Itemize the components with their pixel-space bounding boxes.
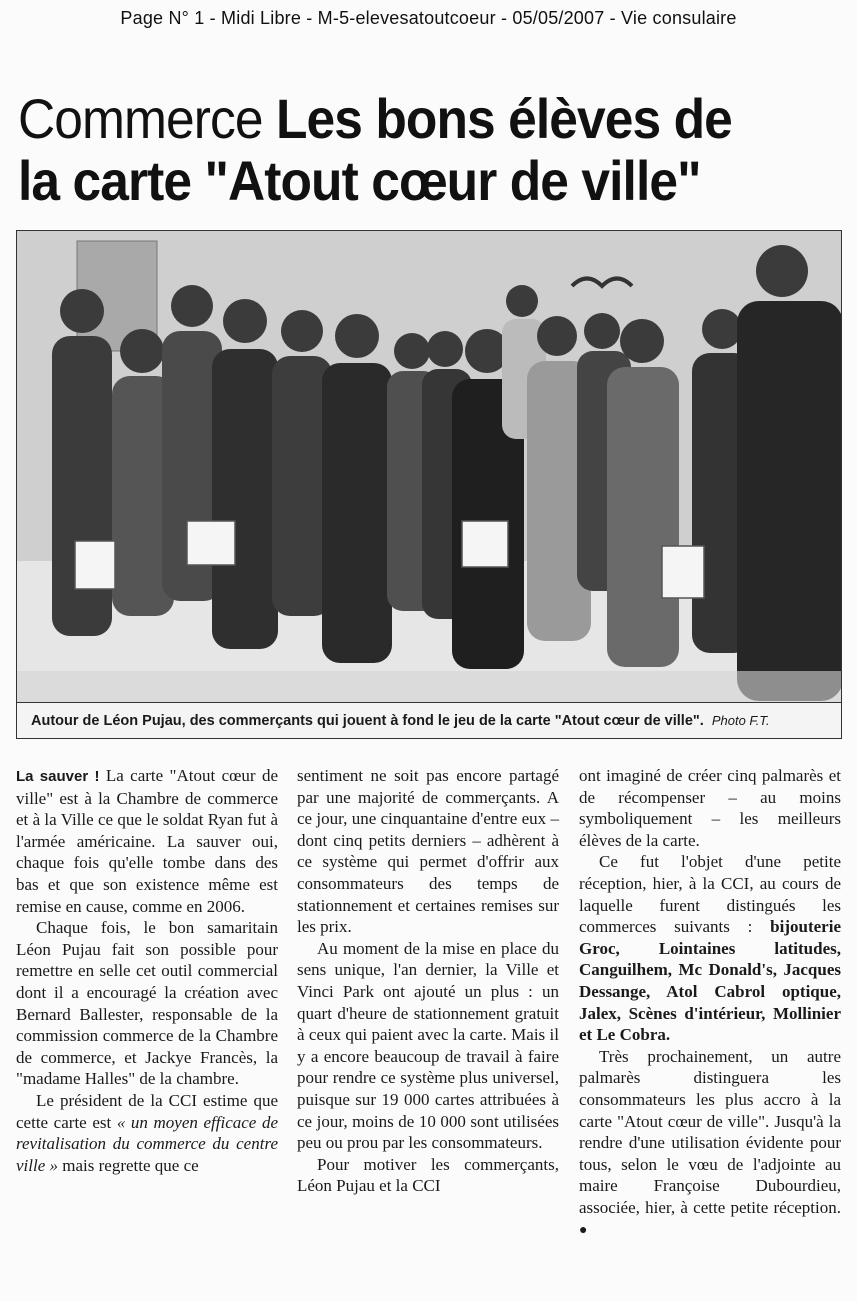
article-column-2	[297, 765, 559, 1197]
article-paragraph: Au moment de la mise en place du sens unique, l'an dernier, la Ville et Vinci Park ont ajouté un plus : un quart d'heure de stationnement gratuit à ceux qui paient avec la carte. Mais il y a encore beaucoup de travail à faire pour rendre ce système plus universel, puisque sur 19 000 cartes attribuées à ce jour, moins de 10 000 sont utilisées peu ou prou par les consommateurs.	[297, 938, 559, 1153]
paragraph-text: mais regrette que ce	[58, 1155, 199, 1175]
winners-list: bijouterie Groc, Lointaines latitudes, Canguilhem, Mc Donald's, Jacques Dessange, Atol Cabrol optique, Jalex, Scènes d'intérieur, Mollinier et Le Cobra.	[579, 917, 841, 1045]
article-paragraph	[16, 1090, 278, 1176]
article-paragraph: sentiment ne soit pas encore partagé par une majorité de commerçants. A ce jour, une cinquantaine d'entre eux – dont cinq petits derniers – adhèrent à ce système qui permet d'offrir aux consommateurs des temps de stationnement et certaines remises sur les prix.	[297, 766, 559, 937]
article-paragraph: Pour motiver les commerçants, Léon Pujau et la CCI	[297, 1154, 559, 1196]
end-mark: ●	[579, 1223, 588, 1239]
paragraph-text: Ce fut l'objet d'une petite réception, hier, à la CCI, au cours de laquelle furent distingués les commerces suivants :	[579, 852, 841, 937]
group-photo	[16, 230, 842, 703]
paragraph-text: Très prochainement, un autre palmarès distinguera les consommateurs les plus accro à la carte "Atout cœur de ville". Jusqu'à la rendre d'une utilisation évidente pour tous, selon le vœu de l'adjointe au maire Françoise Dubourdieu, associée, hier, à cette petite réception.	[579, 1046, 841, 1217]
article-column-3	[579, 765, 841, 1242]
article-column-1	[16, 765, 278, 1176]
headline	[18, 88, 782, 212]
article-paragraph	[579, 851, 841, 1045]
page-header: Page N° 1 - Midi Libre - M-5-elevesatoutcoeur - 05/05/2007 - Vie consulaire	[120, 8, 737, 28]
article-paragraph: ont imaginé de créer cinq palmarès et de récompenser – au moins symboliquement – les meilleurs élèves de la carte.	[579, 766, 841, 850]
lead-in: La sauver !	[16, 768, 100, 785]
headline-kicker: Commerce	[18, 87, 263, 150]
caption-text: Autour de Léon Pujau, des commerçants qui jouent à fond le jeu de la carte "Atout cœur de ville".	[31, 713, 704, 729]
article-paragraph	[16, 765, 278, 917]
article-paragraph: Chaque fois, le bon samaritain Léon Pujau fait son possible pour remettre en selle cet outil commercial dont il a encouragé la création avec Bernard Ballester, responsable de la commission commerce de la Chambre de commerce, et Jackye Francès, la "madame Halles" de la chambre.	[16, 918, 278, 1089]
headline-title: Les bons élèves de la carte "Atout cœur de ville"	[18, 87, 732, 212]
photo-credit: Photo F.T.	[711, 713, 770, 728]
article-paragraph	[579, 1046, 841, 1242]
paragraph-text: Le président de la CCI estime que cette carte est	[16, 1090, 278, 1132]
quote-text: « un moyen efficace de revitalisation du commerce du centre ville »	[16, 1112, 278, 1175]
group-photo-illustration	[17, 231, 842, 703]
paragraph-text: La carte "Atout cœur de ville" est à la Chambre de commerce et à la Ville ce que le soldat Ryan fut à l'armée américaine. La sauver oui, chaque fois qu'elle tombe dans des bas et que son existence même est remise en cause, comme en 2006.	[16, 766, 278, 916]
photo-caption	[16, 703, 842, 739]
